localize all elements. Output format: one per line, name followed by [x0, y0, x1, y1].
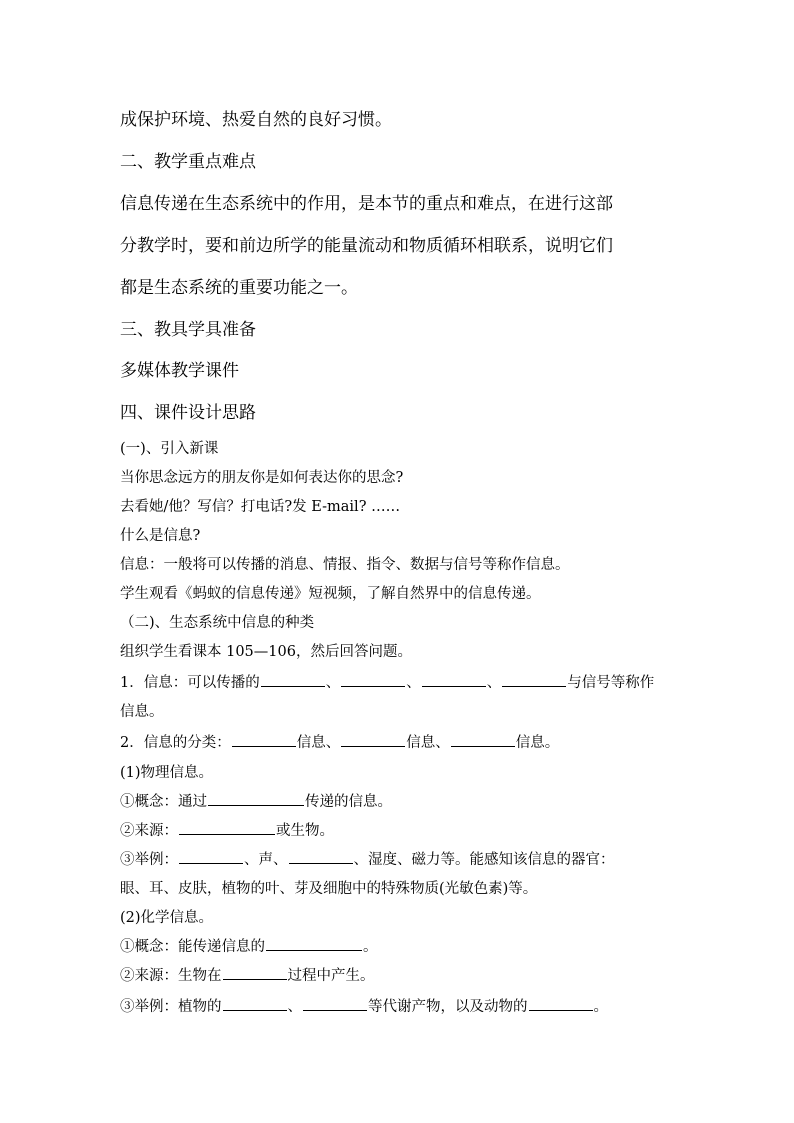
subsection-heading: (一)、引入新课 [120, 441, 219, 457]
question-text: 1．信息：可以传播的 [120, 675, 260, 691]
chemical-concept-line [120, 935, 378, 956]
chemical-source-line [120, 964, 375, 985]
section-heading-3: 三、教具学具准备 [120, 320, 256, 340]
section-heading-4: 四、课件设计思路 [120, 403, 256, 423]
fill-blank [223, 978, 287, 980]
paragraph-line: 学生观看《蚂蚁的信息传递》短视频，了解自然界中的信息传递。 [120, 586, 541, 602]
question-text: 或生物。 [276, 823, 334, 839]
question-text: 过程中产生。 [287, 968, 375, 984]
fill-blank [223, 1009, 287, 1011]
question-text: 信息、 [406, 735, 450, 751]
subsection-heading: （二)、生态系统中信息的种类 [120, 615, 315, 631]
question-text: 与信号等称作 [567, 675, 655, 691]
subsection-chemical-info: (2)化学信息。 [120, 910, 214, 926]
question-text: 信息、 [296, 735, 341, 751]
question-1-line [120, 671, 654, 692]
question-text: 。 [363, 939, 378, 955]
question-2-line [120, 731, 559, 752]
question-text: ①概念：通过 [120, 794, 207, 810]
fill-blank [266, 949, 362, 951]
question-1-continuation: 信息。 [120, 704, 164, 720]
paragraph-line: 信息传递在生态系统中的作用，是本节的重点和难点，在进行这部 [120, 194, 613, 214]
question-text: ②来源： [120, 823, 178, 839]
question-text: 信息。 [515, 735, 560, 751]
physical-source-line [120, 819, 334, 840]
question-text: ①概念：能传递信息的 [120, 939, 265, 955]
fill-blank [529, 1009, 593, 1011]
paragraph-line: 都是生态系统的重要功能之一。 [120, 278, 358, 298]
fill-blank [341, 745, 405, 747]
paragraph-line: 信息：一般将可以传播的消息、情报、指令、数据与信号等称作信息。 [120, 557, 570, 573]
separator: 、 [406, 675, 421, 691]
separator: 、 [325, 675, 341, 691]
fill-blank [261, 685, 325, 687]
fill-blank [502, 685, 566, 687]
paragraph-line: 眼、耳、皮肤，植物的叶、芽及细胞中的特殊物质(光敏色素)等。 [120, 881, 538, 897]
separator: 、 [486, 675, 502, 691]
fill-blank [289, 862, 353, 864]
chemical-example-line [120, 995, 608, 1016]
fill-blank [341, 685, 405, 687]
subsection-physical-info: (1)物理信息。 [120, 765, 214, 781]
paragraph-line: 多媒体教学课件 [120, 361, 239, 381]
question-text: ③举例： [120, 852, 178, 868]
paragraph-line: 分教学时，要和前边所学的能量流动和物质循环相联系，说明它们 [120, 236, 613, 256]
question-text: 、 [287, 999, 302, 1015]
fill-blank [303, 1009, 367, 1011]
question-text: 、声、 [244, 852, 288, 868]
paragraph-line: 什么是信息? [120, 528, 201, 544]
paragraph-line: 去看她/他？写信？打电话?发 E-mail? …… [120, 499, 401, 515]
physical-example-line [120, 848, 615, 869]
paragraph-line: 成保护环境、热爱自然的良好习惯。 [120, 110, 392, 130]
paragraph-line: 当你思念远方的朋友你是如何表达你的思念? [120, 470, 404, 486]
paragraph-line: 组织学生看课本 105—106，然后回答问题。 [120, 644, 412, 660]
question-text: 等代谢产物，以及动物的 [368, 999, 528, 1015]
fill-blank [179, 833, 275, 835]
question-text: ②来源：生物在 [120, 968, 222, 984]
physical-concept-line [120, 790, 392, 811]
question-text: 传递的信息。 [305, 794, 392, 810]
fill-blank [179, 862, 243, 864]
fill-blank [232, 745, 296, 747]
question-text: 2．信息的分类： [120, 735, 231, 751]
fill-blank [451, 745, 515, 747]
section-heading-2: 二、教学重点难点 [120, 152, 256, 172]
question-text: 。 [593, 999, 608, 1015]
question-text: 、湿度、磁力等。能感知该信息的器官： [353, 852, 615, 868]
fill-blank [422, 685, 486, 687]
question-text: ③举例：植物的 [120, 999, 222, 1015]
fill-blank [208, 804, 304, 806]
